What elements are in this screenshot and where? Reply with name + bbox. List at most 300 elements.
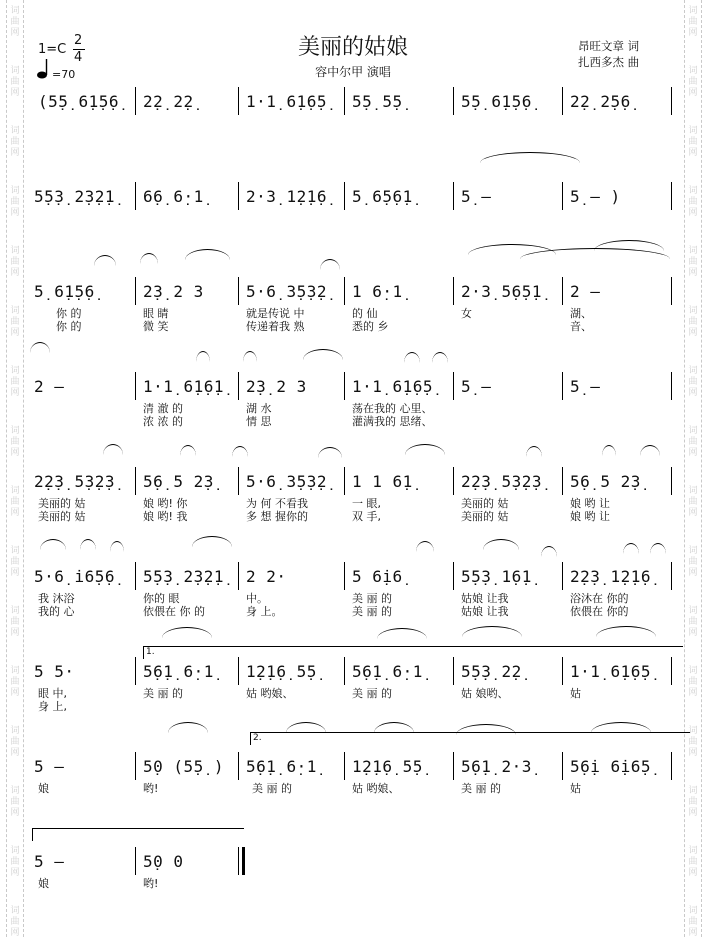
watermark-char: 词	[688, 486, 698, 496]
watermark-char: 曲	[688, 377, 698, 387]
measure-notes: 5 –	[34, 852, 65, 871]
bar-line	[671, 277, 672, 305]
lyric-line: 眼 睛	[143, 307, 169, 320]
volta-label: 1.	[146, 647, 155, 657]
slur-mark	[232, 446, 248, 457]
lyric-line: 灌满我的 思绪、	[352, 415, 433, 428]
lyric-line: 我的 心	[38, 605, 75, 618]
bar-line	[562, 87, 563, 115]
tempo-mark: =70	[52, 68, 76, 81]
watermark-char: 网	[10, 748, 20, 758]
bar-line	[344, 752, 345, 780]
watermark-char: 网	[10, 688, 20, 698]
song-title: 美丽的姑娘	[297, 35, 408, 60]
watermark-char: 词	[10, 306, 20, 316]
bar-line	[671, 467, 672, 495]
watermark-char: 网	[10, 568, 20, 578]
watermark-char: 词	[10, 846, 20, 856]
watermark-char: 网	[688, 508, 698, 518]
slur-mark	[468, 244, 556, 255]
lyric-line: 美 丽 的	[352, 605, 392, 618]
lyric-line: 身 上。	[246, 605, 283, 618]
slur-mark	[168, 722, 208, 733]
measure-notes: 5 5·	[34, 662, 75, 681]
slur-mark	[110, 541, 124, 552]
measure-notes: 5̣ 6̣5̣6̣1̣	[352, 187, 413, 206]
lyric-line: 浴沐在 你的	[570, 592, 629, 605]
watermark-char: 曲	[688, 137, 698, 147]
lyric-line: 美 丽 的	[252, 782, 292, 795]
watermark-char: 网	[10, 28, 20, 38]
bar-line	[344, 467, 345, 495]
bar-line	[238, 182, 239, 210]
measure-notes: 5 –	[34, 757, 65, 776]
slur-mark	[80, 539, 96, 550]
measure-notes: 5̣5̣3̣ 1̣6̣1̣	[461, 567, 532, 586]
bar-line	[453, 562, 454, 590]
measure-notes: 5̣6̣1̣ 6̣·1̣	[143, 662, 214, 681]
bar-line	[453, 87, 454, 115]
bar-line	[135, 182, 136, 210]
watermark-char: 曲	[10, 557, 20, 567]
measure-notes: 1·1̣ 6̣1̣6̣5̣	[246, 92, 328, 111]
watermark-char: 词	[10, 246, 20, 256]
watermark-char: 网	[688, 688, 698, 698]
lyric-line: 你 的	[56, 320, 82, 333]
lyric-line: 依偎在 你的	[570, 605, 629, 618]
bar-line	[562, 562, 563, 590]
watermark-char: 词	[688, 186, 698, 196]
measure-notes: 2 –	[34, 377, 65, 396]
watermark-char: 网	[688, 388, 698, 398]
measure-notes: 2̣2̣ 2̣2̣	[143, 92, 194, 111]
measure-notes: 1·1̣ 6̣1̣6̣5̣	[352, 377, 434, 396]
watermark-char: 曲	[10, 257, 20, 267]
lyric-line: 美丽的 姑	[461, 497, 509, 510]
lyric-line: 传递着我 熟	[246, 320, 305, 333]
measure-notes: 2̣2̣ 2̣5̣6̣	[570, 92, 631, 111]
bar-line	[238, 562, 239, 590]
watermark-char: 曲	[688, 17, 698, 27]
lyric-line: 女	[461, 307, 472, 320]
bar-line	[671, 372, 672, 400]
watermark-char: 网	[10, 388, 20, 398]
watermark-char: 词	[688, 906, 698, 916]
measure-notes: (5̣5̣ 6̣1̣5̣6̣	[38, 92, 120, 111]
lyric-line: 美 丽 的	[461, 782, 501, 795]
bar-line	[671, 657, 672, 685]
slur-mark	[416, 541, 434, 552]
bar-line	[238, 87, 239, 115]
watermark-char: 网	[10, 148, 20, 158]
watermark-char: 词	[10, 726, 20, 736]
measure-notes: 2̣2̣3̣ 5̣3̣2̣3̣	[34, 472, 116, 491]
measure-notes: 2 –	[570, 282, 601, 301]
watermark-char: 词	[10, 66, 20, 76]
bar-line	[453, 277, 454, 305]
lyric-line: 哟!	[143, 877, 159, 890]
slur-mark	[94, 255, 116, 266]
bar-line	[453, 752, 454, 780]
composer-credit: 扎西多杰 曲	[578, 55, 640, 69]
watermark-char: 曲	[10, 617, 20, 627]
bar-line	[135, 562, 136, 590]
slur-mark	[405, 444, 445, 455]
lyric-line: 湖、	[570, 307, 592, 320]
watermark-char: 曲	[10, 197, 20, 207]
slur-mark	[623, 543, 639, 554]
watermark-char: 词	[10, 906, 20, 916]
watermark-char: 网	[688, 868, 698, 878]
watermark-char: 曲	[10, 497, 20, 507]
lyric-line: 悉的 乡	[352, 320, 389, 333]
slur-mark	[483, 539, 519, 550]
measure-notes: 5̣6̣1̣ 6̣·1̣	[352, 662, 423, 681]
measure-notes: 5̣ 6̣1̣5̣6̣	[34, 282, 95, 301]
watermark-char: 曲	[10, 677, 20, 687]
watermark-char: 网	[10, 928, 20, 938]
watermark-char: 词	[688, 366, 698, 376]
bar-line	[562, 182, 563, 210]
watermark-char: 词	[10, 546, 20, 556]
bar-line	[453, 182, 454, 210]
lyric-line: 美丽的 姑	[461, 510, 509, 523]
slur-mark	[602, 445, 616, 456]
slur-mark	[140, 253, 158, 264]
measure-notes: 5̣6̣1̣ 6̣·1̣	[246, 757, 317, 776]
lyric-line: 美 丽 的	[143, 687, 183, 700]
bar-line	[453, 467, 454, 495]
volta-label: 2.	[253, 733, 262, 743]
watermark-char: 词	[10, 486, 20, 496]
watermark-char: 曲	[10, 737, 20, 747]
slur-mark	[526, 446, 542, 457]
watermark-char: 网	[688, 748, 698, 758]
watermark-char: 词	[688, 606, 698, 616]
measure-notes: 5̣ – )	[570, 187, 621, 206]
slur-mark	[192, 536, 232, 547]
watermark-char: 网	[688, 28, 698, 38]
watermark-char: 词	[688, 546, 698, 556]
lyric-line: 清 澈 的	[143, 402, 183, 415]
watermark-char: 词	[10, 6, 20, 16]
slur-mark	[377, 628, 427, 639]
watermark-char: 曲	[688, 557, 698, 567]
watermark-char: 曲	[688, 797, 698, 807]
bar-line	[671, 87, 672, 115]
lyric-line: 娘 哟 让	[570, 510, 610, 523]
lyric-line: 眼 中,	[38, 687, 67, 700]
lyric-line: 美丽的 姑	[38, 510, 86, 523]
measure-notes: 5·6̣ i̇6̣5̣6̣	[34, 567, 116, 586]
watermark-char: 词	[688, 726, 698, 736]
lyric-line: 就是传说 中	[246, 307, 305, 320]
watermark-char: 网	[688, 568, 698, 578]
quarter-note-icon	[36, 58, 50, 80]
bar-line	[238, 277, 239, 305]
lyric-line: 哟!	[143, 782, 159, 795]
watermark-char: 网	[10, 508, 20, 518]
lyric-line: 姑 娘哟、	[461, 687, 509, 700]
bar-line	[135, 467, 136, 495]
lyric-line: 身 上,	[38, 700, 67, 713]
watermark-char: 词	[688, 6, 698, 16]
watermark-char: 网	[688, 448, 698, 458]
watermark-char: 网	[688, 328, 698, 338]
measure-notes: 5̣0 0	[143, 852, 184, 871]
bar-line	[344, 372, 345, 400]
measure-notes: 5·6̣ 3̣5̣3̣2̣	[246, 282, 328, 301]
measure-notes: 5̣5̣ 6̣1̣5̣6̣	[461, 92, 532, 111]
bar-line	[562, 752, 563, 780]
bar-line	[238, 752, 239, 780]
bar-line	[238, 372, 239, 400]
lyric-line: 双 手,	[352, 510, 381, 523]
lyric-line: 娘 哟 让	[570, 497, 610, 510]
watermark-char: 网	[688, 628, 698, 638]
watermark-char: 曲	[688, 437, 698, 447]
watermark-char: 词	[10, 666, 20, 676]
lyric-line: 姑	[570, 782, 581, 795]
bar-line	[238, 467, 239, 495]
lyric-line: 荡在我的 心里、	[352, 402, 433, 415]
watermark-char: 词	[688, 126, 698, 136]
bar-line	[453, 657, 454, 685]
bar-line	[344, 87, 345, 115]
lyric-line: 娘 哟! 你	[143, 497, 188, 510]
slur-mark	[162, 627, 212, 638]
watermark-char: 词	[688, 306, 698, 316]
slur-mark	[180, 445, 196, 456]
lyric-line: 娘	[38, 877, 49, 890]
measure-notes: 1̣2̣1̣6̣ 5̣5̣	[352, 757, 423, 776]
watermark-char: 网	[10, 628, 20, 638]
slur-mark	[404, 352, 420, 363]
measure-notes: 5̣5̣3̣ 2̣3̣2̣1̣	[34, 187, 116, 206]
measure-notes: 2̣2̣3̣ 1̣2̣1̣6̣	[570, 567, 652, 586]
slur-mark	[480, 152, 580, 163]
bar-line	[135, 657, 136, 685]
bar-line	[562, 277, 563, 305]
watermark-char: 词	[10, 186, 20, 196]
measure-notes: 1 6̣·1̣	[352, 282, 403, 301]
watermark-char: 网	[688, 88, 698, 98]
lyric-line: 一 眼,	[352, 497, 381, 510]
lyric-line: 姑 哟娘、	[246, 687, 294, 700]
watermark-char: 词	[10, 606, 20, 616]
volta-bracket	[32, 828, 244, 829]
watermark-char: 曲	[10, 17, 20, 27]
measure-notes: 5̣5̣3̣ 2̣2̣	[461, 662, 522, 681]
watermark-char: 曲	[10, 377, 20, 387]
measure-notes: 1·1̣ 6̣1̣6̣5̣	[570, 662, 652, 681]
slur-mark	[594, 240, 664, 251]
lyric-line: 美 丽 的	[352, 592, 392, 605]
watermark-char: 曲	[688, 917, 698, 927]
slur-mark	[303, 349, 343, 360]
measure-notes: 2̣2̣3̣ 5̣3̣2̣3̣	[461, 472, 543, 491]
bar-line	[242, 847, 245, 875]
watermark-char: 曲	[688, 677, 698, 687]
slur-mark	[196, 351, 210, 362]
measure-notes: 5̣6̣i̇ 6̣i̇6̣5̣	[570, 757, 652, 776]
bar-line	[135, 277, 136, 305]
slur-mark	[320, 259, 340, 270]
lyric-line: 姑 哟娘、	[352, 782, 400, 795]
measure-notes: 5·6̣ 3̣5̣3̣2̣	[246, 472, 328, 491]
slur-mark	[40, 539, 66, 550]
measure-notes: 2·3̣ 1̣2̣1̣6̣	[246, 187, 328, 206]
measure-notes: 5̣0 (5̣5̣ )	[143, 757, 225, 776]
lyric-line: 娘 哟! 我	[143, 510, 188, 523]
watermark-char: 网	[10, 328, 20, 338]
bar-line	[135, 372, 136, 400]
lyric-line: 中。	[246, 592, 268, 605]
watermark-char: 曲	[688, 197, 698, 207]
watermark-char: 网	[10, 448, 20, 458]
measure-notes: 6̣6̣ 6̣·1̣	[143, 187, 204, 206]
watermark-char: 词	[10, 366, 20, 376]
measure-notes: 2̣3̣ 2 3	[143, 282, 204, 301]
bar-line	[562, 372, 563, 400]
bar-line	[562, 467, 563, 495]
watermark-char: 词	[688, 786, 698, 796]
watermark-char: 曲	[688, 737, 698, 747]
watermark-char: 曲	[10, 437, 20, 447]
bar-line	[671, 182, 672, 210]
measure-notes: 5̣6̣ 5 2̣3̣	[143, 472, 214, 491]
slur-mark	[432, 352, 448, 363]
lyric-line: 依偎在 你 的	[143, 605, 205, 618]
slur-mark	[103, 444, 123, 455]
bar-line	[135, 847, 136, 875]
watermark-char: 词	[688, 246, 698, 256]
watermark-char: 网	[688, 268, 698, 278]
watermark-char: 曲	[10, 917, 20, 927]
watermark-char: 曲	[10, 317, 20, 327]
lyric-line: 微 笑	[143, 320, 169, 333]
watermark-char: 曲	[10, 77, 20, 87]
watermark-char: 网	[10, 208, 20, 218]
bar-line	[344, 182, 345, 210]
lyric-line: 为 何 不看我	[246, 497, 308, 510]
watermark-char: 曲	[688, 857, 698, 867]
watermark-char: 曲	[10, 797, 20, 807]
slur-mark	[30, 342, 50, 353]
watermark-char: 曲	[10, 857, 20, 867]
lyric-line: 美丽的 姑	[38, 497, 86, 510]
watermark-char: 网	[10, 268, 20, 278]
bar-line	[135, 87, 136, 115]
watermark-char: 词	[688, 426, 698, 436]
bar-line	[671, 562, 672, 590]
slur-mark	[650, 543, 666, 554]
measure-notes: 5̣5̣ 5̣5̣	[352, 92, 403, 111]
lyric-line: 的 仙	[352, 307, 378, 320]
measure-notes: 1·1̣ 6̣1̣6̣1̣	[143, 377, 225, 396]
slur-mark	[640, 445, 660, 456]
slur-mark	[243, 351, 257, 362]
slur-mark	[318, 447, 342, 458]
watermark-char: 网	[10, 868, 20, 878]
watermark-char: 词	[688, 666, 698, 676]
watermark-char: 词	[10, 786, 20, 796]
volta-bracket	[143, 646, 683, 647]
bar-line	[344, 657, 345, 685]
measure-notes: 1̣2̣1̣6̣ 5̣5̣	[246, 662, 317, 681]
watermark-char: 曲	[688, 77, 698, 87]
watermark-char: 词	[688, 66, 698, 76]
watermark-char: 曲	[688, 617, 698, 627]
slur-mark	[596, 626, 656, 637]
watermark-char: 曲	[688, 497, 698, 507]
watermark-char: 词	[10, 126, 20, 136]
measure-notes: 2 2·	[246, 567, 287, 586]
lyric-line: 美 丽 的	[352, 687, 392, 700]
watermark-char: 网	[688, 928, 698, 938]
bar-line	[453, 372, 454, 400]
time-signature-bottom: 4	[74, 50, 83, 65]
watermark-char: 曲	[688, 317, 698, 327]
watermark-char: 词	[10, 426, 20, 436]
measure-notes: 5̣ –	[570, 377, 601, 396]
lyric-line: 姑娘 让我	[461, 592, 509, 605]
lyric-line: 你的 眼	[143, 592, 180, 605]
watermark-char: 词	[688, 846, 698, 856]
watermark-char: 曲	[688, 257, 698, 267]
lyric-line: 浓 浓 的	[143, 415, 183, 428]
lyric-line: 多 想 握你的	[246, 510, 308, 523]
time-signature-top: 2	[74, 33, 83, 48]
measure-notes: 5̣ –	[461, 377, 492, 396]
lyric-line: 娘	[38, 782, 49, 795]
lyric-line: 音、	[570, 320, 592, 333]
watermark-char: 网	[688, 148, 698, 158]
measure-notes: 1 1 6̣1̣	[352, 472, 413, 491]
lyric-line: 我 沐浴	[38, 592, 75, 605]
bar-line	[562, 657, 563, 685]
slur-mark	[185, 249, 230, 260]
watermark-char: 曲	[10, 137, 20, 147]
slur-mark	[456, 724, 516, 735]
lyric-line: 情 思	[246, 415, 272, 428]
slur-mark	[541, 546, 557, 557]
lyricist-credit: 昂旺文章 词	[578, 39, 640, 53]
bar-line	[344, 277, 345, 305]
bar-line	[671, 752, 672, 780]
lyric-line: 湖 水	[246, 402, 272, 415]
lyric-line: 姑	[570, 687, 581, 700]
measure-notes: 2̣3̣ 2 3	[246, 377, 307, 396]
watermark-char: 网	[10, 808, 20, 818]
measure-notes: 5̣6̣ 5 2̣3̣	[570, 472, 641, 491]
measure-notes: 2·3̣ 5̣6̣5̣1̣	[461, 282, 543, 301]
slur-mark	[462, 626, 522, 637]
lyric-line: 姑娘 让我	[461, 605, 509, 618]
volta-bracket	[250, 732, 690, 733]
key-signature: 1=C	[38, 42, 67, 57]
lyric-line: 你 的	[56, 307, 82, 320]
watermark-char: 网	[688, 808, 698, 818]
performer-credit: 容中尔甲 演唱	[315, 65, 391, 79]
watermark-char: 网	[688, 208, 698, 218]
bar-line	[238, 657, 239, 685]
measure-notes: 5̣6̣1̣ 2·3̣	[461, 757, 532, 776]
measure-notes: 5 6̣i̇6̣	[352, 567, 403, 586]
measure-notes: 5̣ –	[461, 187, 492, 206]
bar-line	[135, 752, 136, 780]
bar-line	[344, 562, 345, 590]
